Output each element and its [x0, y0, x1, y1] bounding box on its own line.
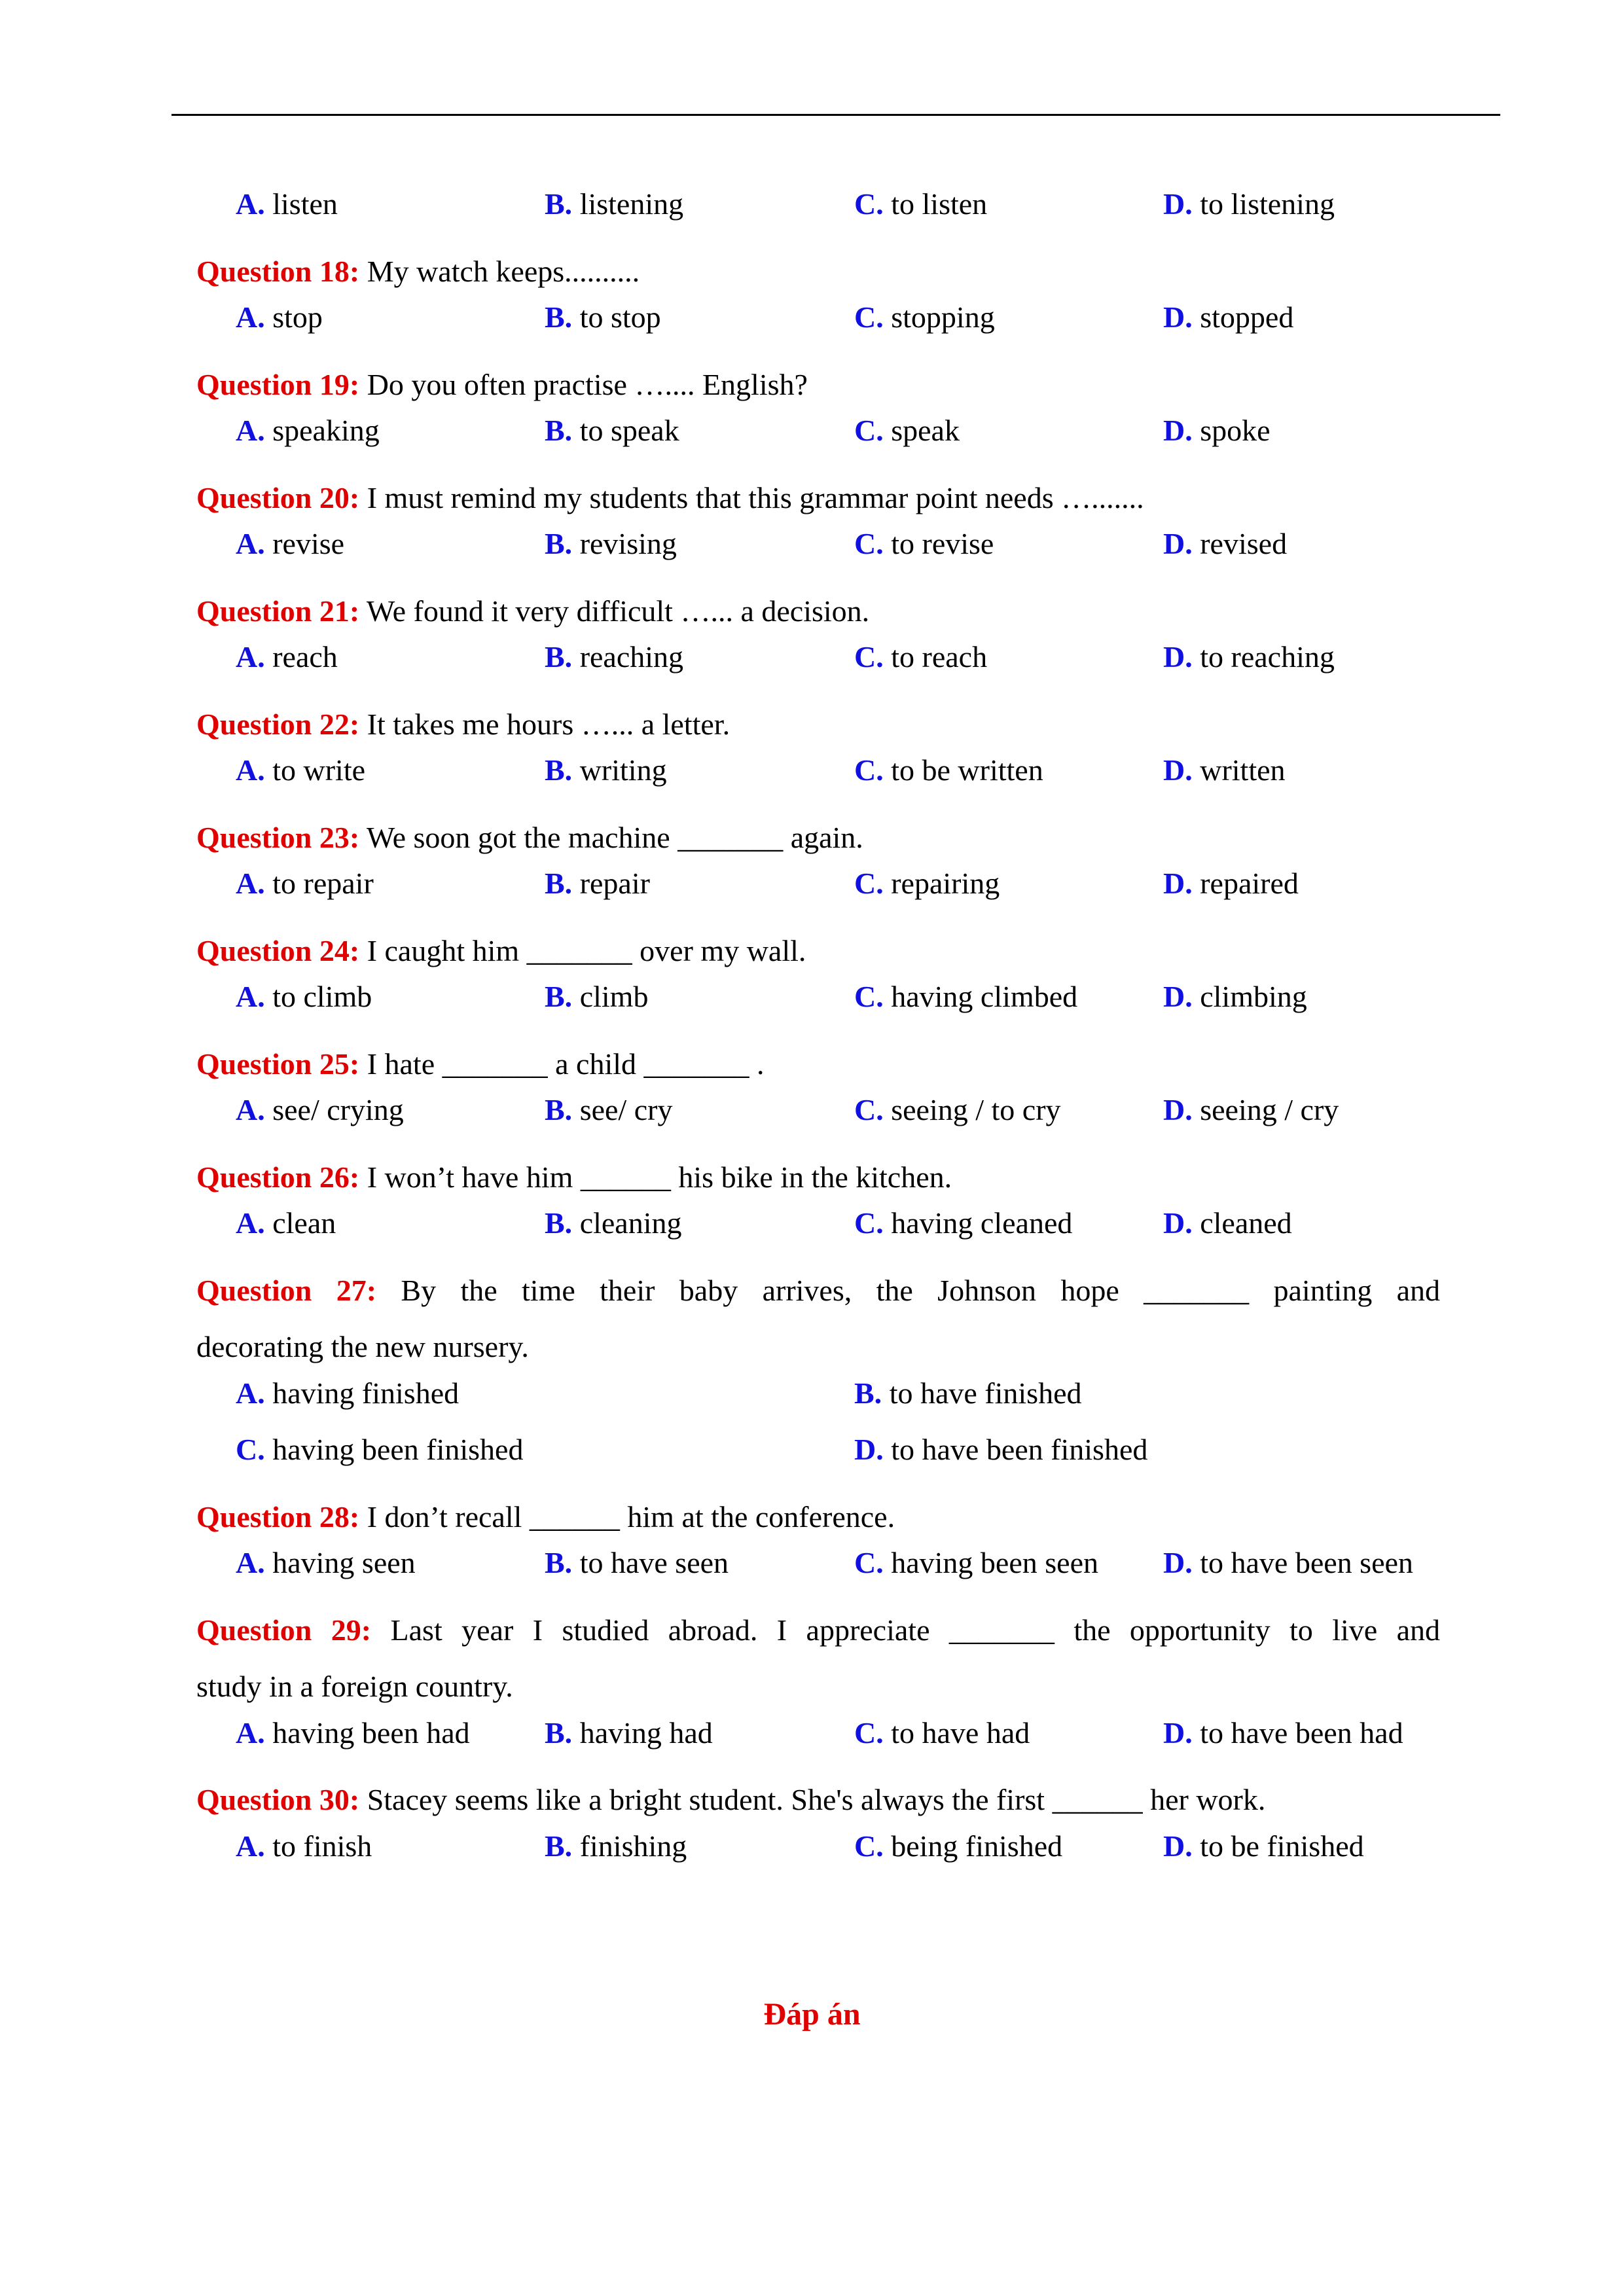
question-30 [196, 1772, 1440, 1885]
option-a: A. speaking [236, 414, 380, 447]
answer-heading: Đáp án [763, 1997, 861, 2032]
option-c: C. to have had [854, 1715, 1030, 1749]
question-22 [196, 696, 1440, 810]
question-list [196, 187, 1440, 1885]
option-d: D. spoke [1163, 414, 1271, 447]
option-a: A. reach [236, 640, 338, 673]
question-options [196, 753, 1440, 810]
option-a: A. to finish [236, 1829, 372, 1863]
option-b: B. having had [545, 1715, 713, 1749]
option-b: B. to stop [545, 300, 661, 334]
question-options [196, 1829, 1440, 1886]
question-options [196, 866, 1440, 923]
option-c: C. having climbed [854, 980, 1078, 1013]
question-options [196, 413, 1440, 470]
option-d: D. stopped [1163, 300, 1294, 334]
question-stem: Question 20: I must remind my students that this grammar point needs …....... [196, 480, 1144, 514]
question-29 [196, 1602, 1440, 1772]
option-b: B. revising [545, 527, 677, 560]
option-a: A. see/ crying [236, 1093, 404, 1126]
question-stem-line-1: Question 27: By the time their baby arrives, the Johnson hope _______ painting and [196, 1273, 1441, 1307]
question-stem: Question 26: I won’t have him ______ his bike in the kitchen. [196, 1160, 952, 1194]
option-d: D. cleaned [1163, 1206, 1292, 1240]
question-18 [196, 243, 1440, 357]
question-options-row-2 [196, 1432, 1440, 1489]
option-c: C. to revise [854, 527, 994, 560]
question-options [196, 526, 1440, 583]
option-c: C. to reach [854, 640, 988, 673]
option-a: A. to climb [236, 980, 372, 1013]
question-options-row-1 [196, 1376, 1440, 1433]
option-a: A. having been had [236, 1715, 470, 1749]
question-27 [196, 1263, 1440, 1489]
option-d: D. to reaching [1163, 640, 1335, 673]
question-stem-line-2: decorating the new nursery. [196, 1330, 529, 1363]
question-26 [196, 1149, 1440, 1263]
option-b: B. to speak [545, 414, 679, 447]
option-a: A. to repair [236, 867, 374, 900]
question-stem: Question 19: Do you often practise ….... English? [196, 367, 808, 401]
option-b: B. cleaning [545, 1206, 682, 1240]
option-b: B. climb [545, 980, 649, 1013]
option-c: C. being finished [854, 1829, 1063, 1863]
option-a: A. having seen [236, 1546, 416, 1579]
option-c: C. having been seen [854, 1546, 1099, 1579]
question-24 [196, 923, 1440, 1036]
question-23 [196, 810, 1440, 923]
option-c: C. to listen [854, 187, 988, 221]
question-stem: Question 30: Stacey seems like a bright student. She's always the first ______ her work. [196, 1783, 1266, 1816]
option-a: A. to write [236, 753, 366, 787]
option-a: A. clean [236, 1206, 336, 1240]
option-b: B. reaching [545, 640, 684, 673]
option-d: D. to have been finished [854, 1433, 1148, 1466]
question-options [196, 1545, 1440, 1602]
option-c: C. seeing / to cry [854, 1093, 1061, 1126]
option-b: B. repair [545, 867, 650, 900]
option-b: B. listening [545, 187, 684, 221]
option-a: A. stop [236, 300, 323, 334]
option-d: D. seeing / cry [1163, 1093, 1339, 1126]
option-d: D. revised [1163, 527, 1288, 560]
question-20 [196, 470, 1440, 583]
option-a: A. revise [236, 527, 345, 560]
question-stem-line-1: Question 29: Last year I studied abroad. I appreciate _______ the opportunity to live and [196, 1613, 1441, 1647]
option-d: D. climbing [1163, 980, 1307, 1013]
option-b: B. see/ cry [545, 1093, 673, 1126]
question-options [196, 1206, 1440, 1263]
option-b: B. finishing [545, 1829, 687, 1863]
question-stem: Question 23: We soon got the machine _______ again. [196, 820, 863, 854]
q17-options [196, 187, 1440, 243]
option-b: B. to have finished [854, 1376, 1082, 1410]
option-c: C. stopping [854, 300, 995, 334]
option-d: D. to be finished [1163, 1829, 1364, 1863]
question-stem: Question 22: It takes me hours …... a letter. [196, 707, 731, 741]
question-options [196, 979, 1440, 1036]
option-c: C. having cleaned [854, 1206, 1073, 1240]
question-stem: Question 28: I don’t recall ______ him at the conference. [196, 1499, 895, 1534]
option-d: D. to have been seen [1163, 1546, 1413, 1579]
question-options [196, 639, 1440, 696]
question-stem: Question 18: My watch keeps.......... [196, 254, 640, 288]
option-d: D. to listening [1163, 187, 1335, 221]
option-c: C. to be written [854, 753, 1043, 787]
question-stem-line-2: study in a foreign country. [196, 1670, 513, 1703]
question-options [196, 1092, 1440, 1149]
option-c: C. having been finished [236, 1433, 524, 1466]
question-stem: Question 25: I hate _______ a child _______ . [196, 1047, 765, 1081]
option-a: A. listen [236, 187, 338, 221]
question-19 [196, 357, 1440, 470]
option-d: D. to have been had [1163, 1715, 1403, 1749]
option-a: A. having finished [236, 1376, 460, 1410]
option-c: C. repairing [854, 867, 1000, 900]
question-stem: Question 24: I caught him _______ over my wall. [196, 933, 806, 967]
question-stem: Question 21: We found it very difficult …... a decision. [196, 594, 870, 628]
question-21 [196, 583, 1440, 696]
question-options [196, 300, 1440, 357]
option-b: B. to have seen [545, 1546, 729, 1579]
header-rule [171, 114, 1500, 116]
option-d: D. written [1163, 753, 1286, 787]
option-d: D. repaired [1163, 867, 1299, 900]
question-28 [196, 1489, 1440, 1602]
question-options [196, 1715, 1440, 1772]
option-c: C. speak [854, 414, 960, 447]
question-25 [196, 1036, 1440, 1149]
option-b: B. writing [545, 753, 667, 787]
